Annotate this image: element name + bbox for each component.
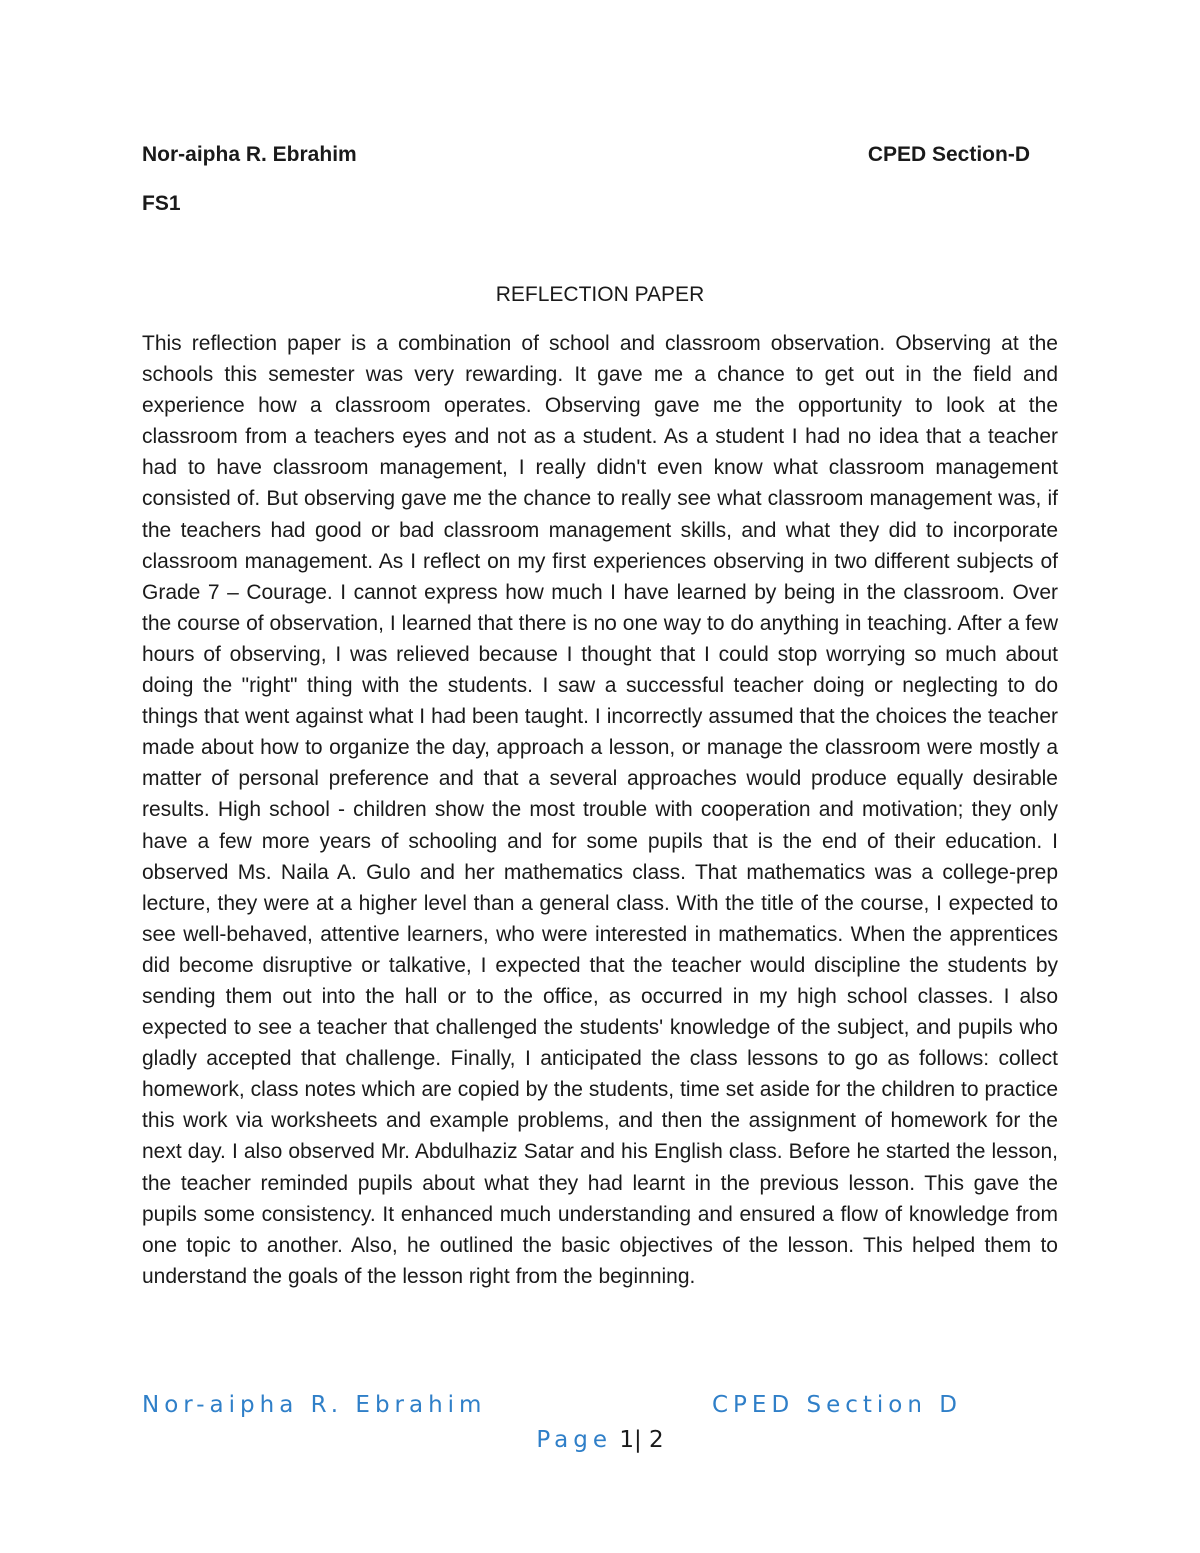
page-footer	[142, 1392, 1022, 1424]
page-number-label: Page	[536, 1427, 613, 1453]
paper-title: REFLECTION PAPER	[495, 283, 705, 306]
page-number-current: 1	[619, 1427, 634, 1453]
course-code: FS1	[142, 192, 181, 215]
footer-class-section: CPED Section D	[712, 1392, 962, 1418]
document-header	[142, 143, 1030, 173]
author-name: Nor-aipha R. Ebrahim	[142, 143, 357, 166]
body-paragraph: This reflection paper is a combination of school and classroom observation. Observing at the schools this semester was very rewarding. It gave me a chance to get out in the field and experience how a classroom operates. Observing gave me the opportunity to look at the classroom from a teachers eyes and not as a student. As a student I had no idea that a teacher had to have classroom management, I really didn't even know what classroom management consisted of. But observing gave me the chance to really see what classroom management was, if the teachers had good or bad classroom management skills, and what they did to incorporate classroom management. As I reflect on my first experiences observing in two different subjects of Grade 7 – Courage. I cannot express how much I have learned by being in the classroom. Over the course of observation, I learned that there is no one way to do anything in teaching. After a few hours of observing, I was relieved because I thought that I could stop worrying so much about doing the "right" thing with the students. I saw a successful teacher doing or neglecting to do things that went against what I had been taught. I incorrectly assumed that the choices the teacher made about how to organize the day, approach a lesson, or manage the classroom were mostly a matter of personal preference and that a several approaches would produce equally desirable results. High school - children show the most trouble with cooperation and motivation; they only have a few more years of schooling and for some pupils that is the end of their education. I observed Ms. Naila A. Gulo and her mathematics class. That mathematics was a college-prep lecture, they were at a higher level than a general class. With the title of the course, I expected to see well-behaved, attentive learners, who were interested in mathematics. When the apprentices did become disruptive or talkative, I expected that the teacher would discipline the students by sending them out into the hall or to the office, as occurred in my high school classes. I also expected to see a teacher that challenged the students' knowledge of the subject, and pupils who gladly accepted that challenge. Finally, I anticipated the class lessons to go as follows: collect homework, class notes which are copied by the students, time set aside for the children to practice this work via worksheets and example problems, and then the assignment of homework for the next day. I also observed Mr. Abdulhaziz Satar and his English class. Before he started the lesson, the teacher reminded pupils about what they had learnt in the previous lesson. This gave the pupils some consistency. It enhanced much understanding and ensured a flow of knowledge from one topic to another. Also, he outlined the basic objectives of the lesson. This helped them to understand the goals of the lesson right from the beginning.	[142, 332, 1058, 1288]
footer-author-name: Nor-aipha R. Ebrahim	[142, 1392, 487, 1418]
page-number	[0, 1427, 1200, 1453]
page-number-total: 2	[649, 1427, 664, 1453]
page-number-separator: |	[633, 1427, 642, 1453]
class-section: CPED Section-D	[867, 143, 1030, 166]
